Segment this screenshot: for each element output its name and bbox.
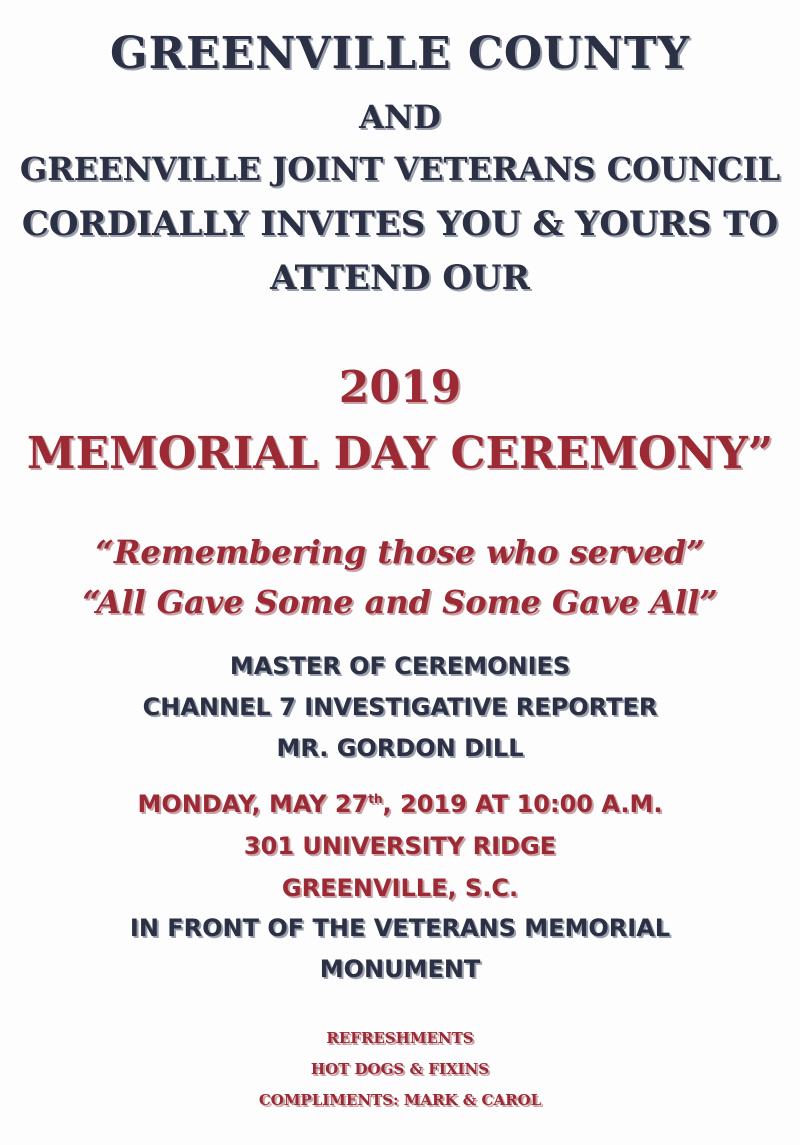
refreshments-credit: COMPLIMENTS: MARK & CAROL <box>258 1091 542 1109</box>
location-line2: MONUMENT <box>319 955 481 983</box>
refreshments-food: HOT DOGS & FIXINS <box>310 1060 490 1078</box>
event-date-time <box>0 790 800 818</box>
header-county: GREENVILLE COUNTY <box>110 28 690 79</box>
event-city: GREENVILLE, S.C. <box>281 874 519 902</box>
event-title: MEMORIAL DAY CEREMONY” <box>26 428 774 479</box>
header-council: GREENVILLE JOINT VETERANS COUNCIL <box>19 150 781 188</box>
header-and: AND <box>359 98 441 136</box>
date-ordinal: th <box>368 792 383 806</box>
location-line1: IN FRONT OF THE VETERANS MEMORIAL <box>129 914 671 942</box>
date-rest: , 2019 AT 10:00 A.M. <box>382 790 663 818</box>
master-of-ceremonies: MASTER OF CEREMONIES <box>229 652 571 680</box>
date-prefix: MONDAY, MAY 27 <box>137 790 369 818</box>
motto-remembering: “Remembering those who served” <box>95 533 705 571</box>
header-invites: CORDIALLY INVITES YOU & YOURS TO <box>21 204 779 244</box>
event-address: 301 UNIVERSITY RIDGE <box>243 832 557 860</box>
event-year: 2019 <box>338 362 462 413</box>
refreshments-heading: REFRESHMENTS <box>326 1029 474 1047</box>
host-name: MR. GORDON DILL <box>276 734 524 762</box>
motto-all-gave: “All Gave Some and Some Gave All” <box>82 583 718 621</box>
header-attend: ATTEND OUR <box>270 258 530 298</box>
host-affiliation: CHANNEL 7 INVESTIGATIVE REPORTER <box>142 693 658 721</box>
